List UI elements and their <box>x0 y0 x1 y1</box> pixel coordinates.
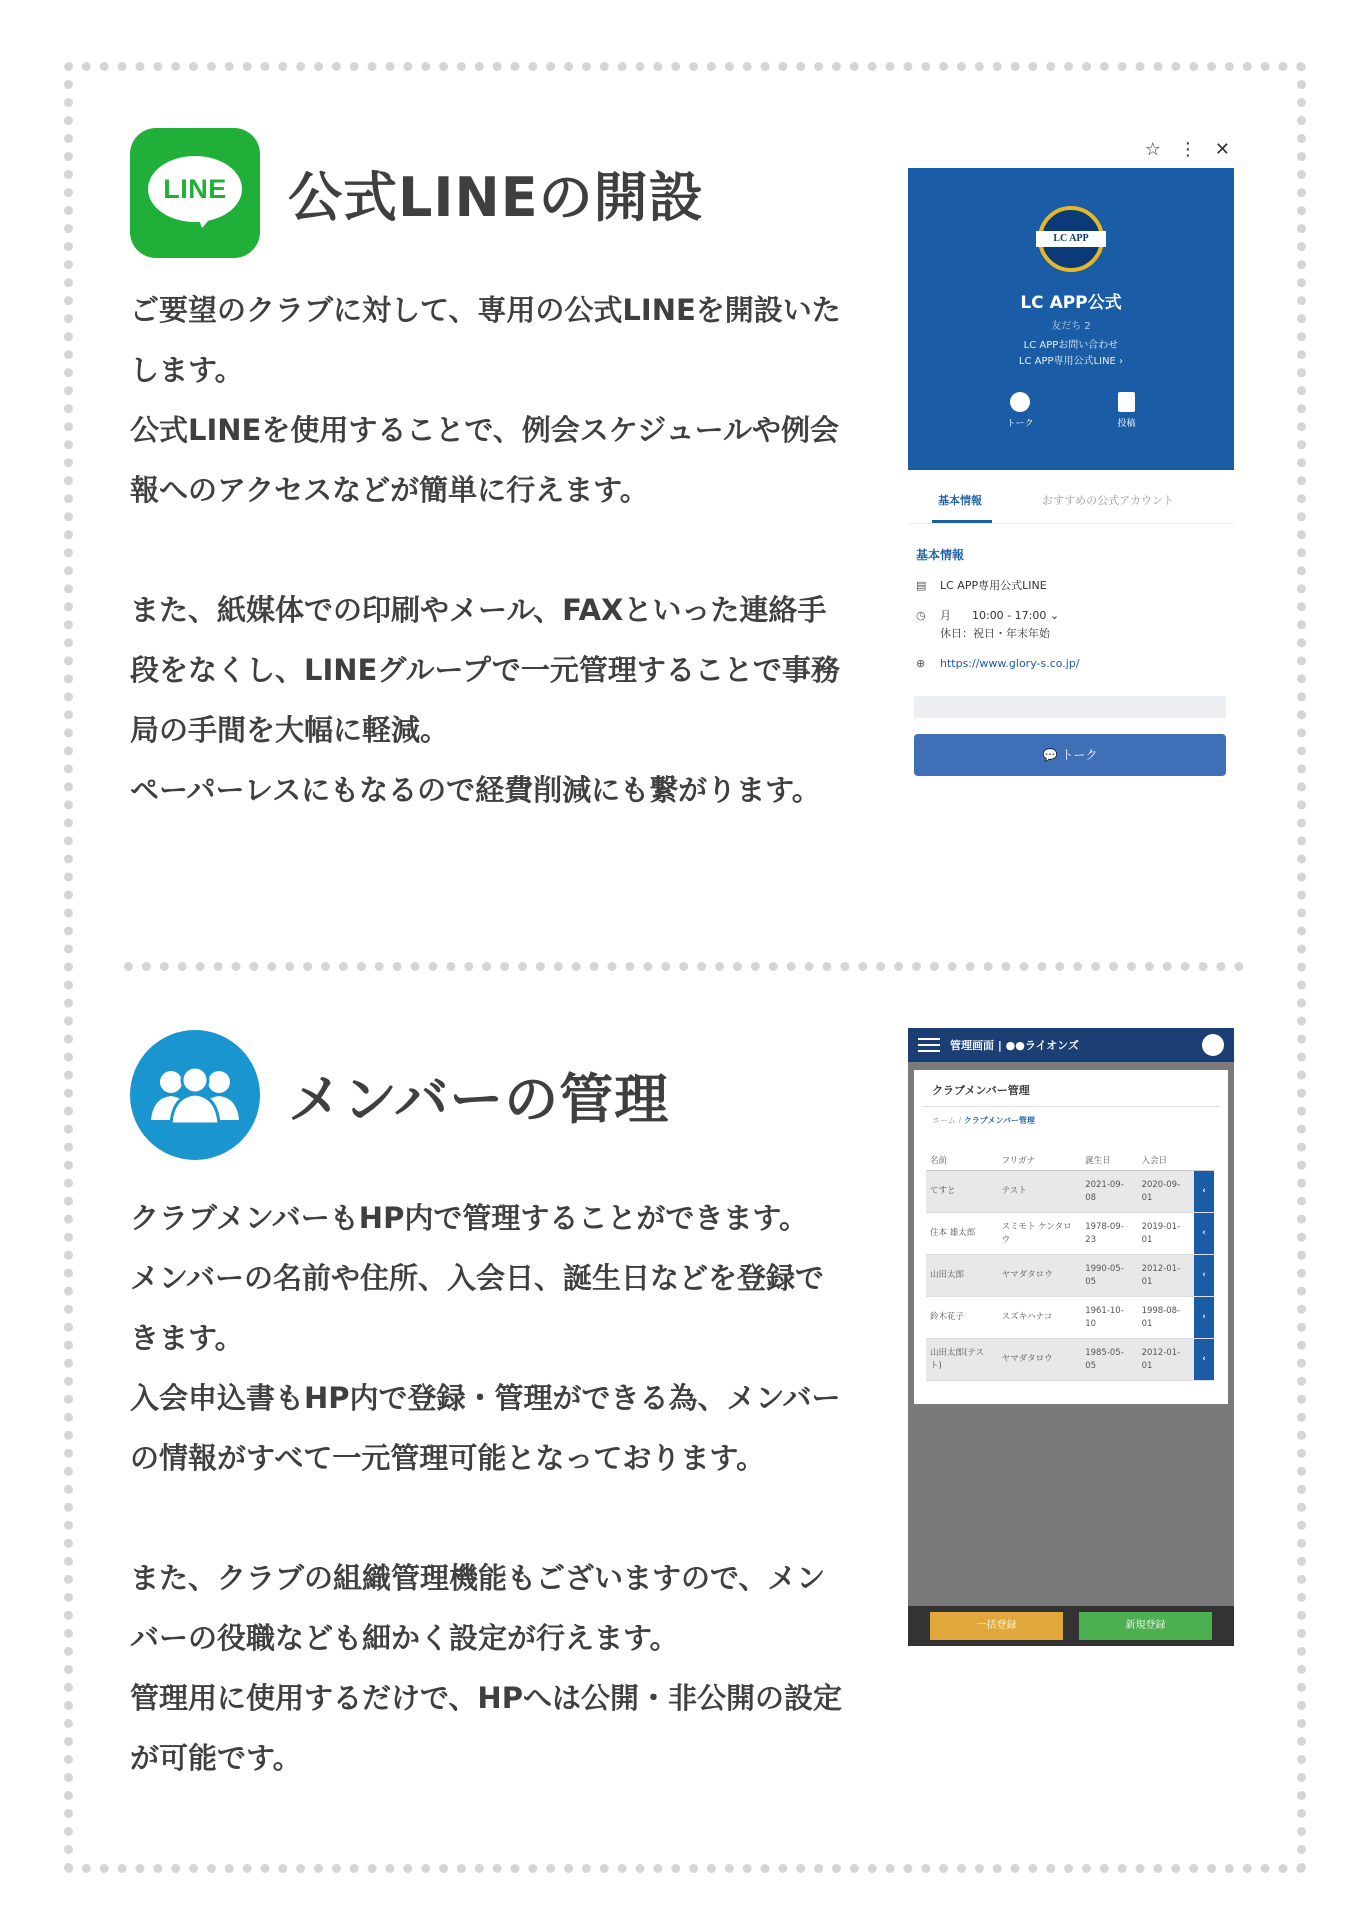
line-section-body <box>130 280 850 820</box>
globe-icon: ⊕ <box>916 657 926 670</box>
expand-icon[interactable]: ‹ <box>1194 1339 1214 1381</box>
line-paragraph: 公式LINEを使用することで、例会スケジュールや例会報へのアクセスなどが簡単に行えます。 <box>130 413 840 507</box>
line-paragraph: ご要望のクラブに対して、専用の公式LINEを開設いたします。 <box>130 293 841 387</box>
tab-basic-info[interactable]: 基本情報 <box>908 472 982 523</box>
list-icon: ▤ <box>916 579 927 592</box>
table-row[interactable]: 山田太郎 ヤマダタロウ 1990-05-05 2012-01-01 ‹ <box>926 1255 1214 1297</box>
member-paragraph: メンバーの名前や住所、入会日、誕生日などを登録できます。 <box>130 1261 824 1355</box>
expand-icon[interactable]: ‹ <box>1194 1297 1214 1339</box>
post-action[interactable]: 投稿 <box>1118 392 1136 429</box>
line-app-icon <box>130 128 260 258</box>
line-account-screenshot <box>904 130 1236 780</box>
expand-icon[interactable]: ‹ <box>1194 1171 1214 1213</box>
close-icon: ✕ <box>1214 138 1230 160</box>
line-paragraph: また、紙媒体での印刷やメール、FAXといった連絡手段をなくし、LINEグループで一元管理することで事務局の手間を大幅に軽減。 <box>130 593 840 747</box>
new-register-button[interactable]: 新規登録 <box>1079 1612 1212 1640</box>
line-section-title: 公式LINEの開設 <box>288 165 704 229</box>
line-paragraph: ペーパーレスにもなるので経費削減にも繋がります。 <box>130 773 821 807</box>
panel-title: クラブメンバー管理 <box>922 1070 1220 1107</box>
member-paragraph: クラブメンバーもHP内で管理することができます。 <box>130 1201 809 1235</box>
member-table: 名前 フリガナ 誕生日 入会日 てすと テスト 2021-09-08 2020-09-01 ‹ 住本 雄太郎 スミモト ケンタロウ 1978-09-23 2019-01-01 ‹ 山田太郎 ヤマダタロウ 1990-05-05 2012-01-01 ‹ 鈴木花子 スズキハナコ 1961-10-10 1998-08-01 ‹ 山田太郎(テスト) ヤマダタロウ 1985-05-05 2012-01-01 ‹ <box>926 1150 1214 1381</box>
table-row[interactable]: 鈴木花子 スズキハナコ 1961-10-10 1998-08-01 ‹ <box>926 1297 1214 1339</box>
admin-footer <box>908 1606 1234 1646</box>
expand-icon[interactable]: ‹ <box>1194 1255 1214 1297</box>
section-divider <box>124 962 1244 971</box>
table-row[interactable]: 山田太郎(テスト) ヤマダタロウ 1985-05-05 2012-01-01 ‹ <box>926 1339 1214 1381</box>
member-section-title: メンバーの管理 <box>288 1067 670 1131</box>
member-paragraph: 管理用に使用するだけで、HPへは公開・非公開の設定が可能です。 <box>130 1681 842 1775</box>
website-link[interactable]: https://www.glory-s.co.jp/ <box>940 657 1080 670</box>
expand-icon[interactable]: ‹ <box>1194 1213 1214 1255</box>
status-message: LC APPお問い合わせ LC APP専用公式LINE › <box>1018 340 1124 367</box>
talk-button[interactable]: 💬 トーク <box>914 734 1226 776</box>
member-admin-screenshot <box>908 1028 1234 1646</box>
member-paragraph: また、クラブの組織管理機能もございますので、メンバーの役職なども細かく設定が行えます。 <box>130 1561 826 1655</box>
line-section-heading <box>130 128 704 258</box>
menu-icon[interactable] <box>918 1038 940 1052</box>
user-icon[interactable] <box>1202 1034 1224 1056</box>
document-icon <box>1118 392 1135 412</box>
member-section-body <box>130 1188 850 1788</box>
talk-action[interactable]: トーク <box>1006 392 1033 429</box>
line-profile-header <box>908 168 1234 470</box>
account-name: LC APP公式 <box>1020 293 1122 313</box>
member-section-heading <box>130 1030 669 1160</box>
member-paragraph: 入会申込書もHP内で登録・管理ができる為、メンバーの情報がすべて一元管理可能となっております。 <box>130 1381 841 1475</box>
chat-icon <box>1010 392 1030 412</box>
members-icon <box>130 1030 260 1160</box>
map-preview <box>914 696 1226 718</box>
member-list-panel <box>914 1070 1228 1404</box>
table-row[interactable]: てすと テスト 2021-09-08 2020-09-01 ‹ <box>926 1171 1214 1213</box>
star-icon: ☆ <box>1144 138 1161 160</box>
lions-emblem-icon: LC APP <box>1038 206 1104 272</box>
clock-icon: ◷ <box>916 609 926 622</box>
friends-count: 友だち 2 <box>1051 321 1091 332</box>
table-row[interactable]: 住本 雄太郎 スミモト ケンタロウ 1978-09-23 2019-01-01 ‹ <box>926 1213 1214 1255</box>
line-icon-text: LINE <box>163 173 227 204</box>
breadcrumb: ホーム / クラブメンバー管理 <box>932 1116 1035 1125</box>
admin-top-bar: 管理画面 | ●●ライオンズ <box>908 1028 1234 1062</box>
bulk-register-button[interactable]: 一括登録 <box>930 1612 1063 1640</box>
basic-info-block: 基本情報 ▤ LC APP専用公式LINE ◷ 月 10:00 - 17:00 ⌄ 休日：祝日・年末年始 ⊕ https://www.glory-s.co.jp/ <box>916 546 1226 685</box>
tab-recommended[interactable]: おすすめの公式アカウント <box>1042 494 1174 507</box>
more-icon: ⋮ <box>1178 138 1197 160</box>
